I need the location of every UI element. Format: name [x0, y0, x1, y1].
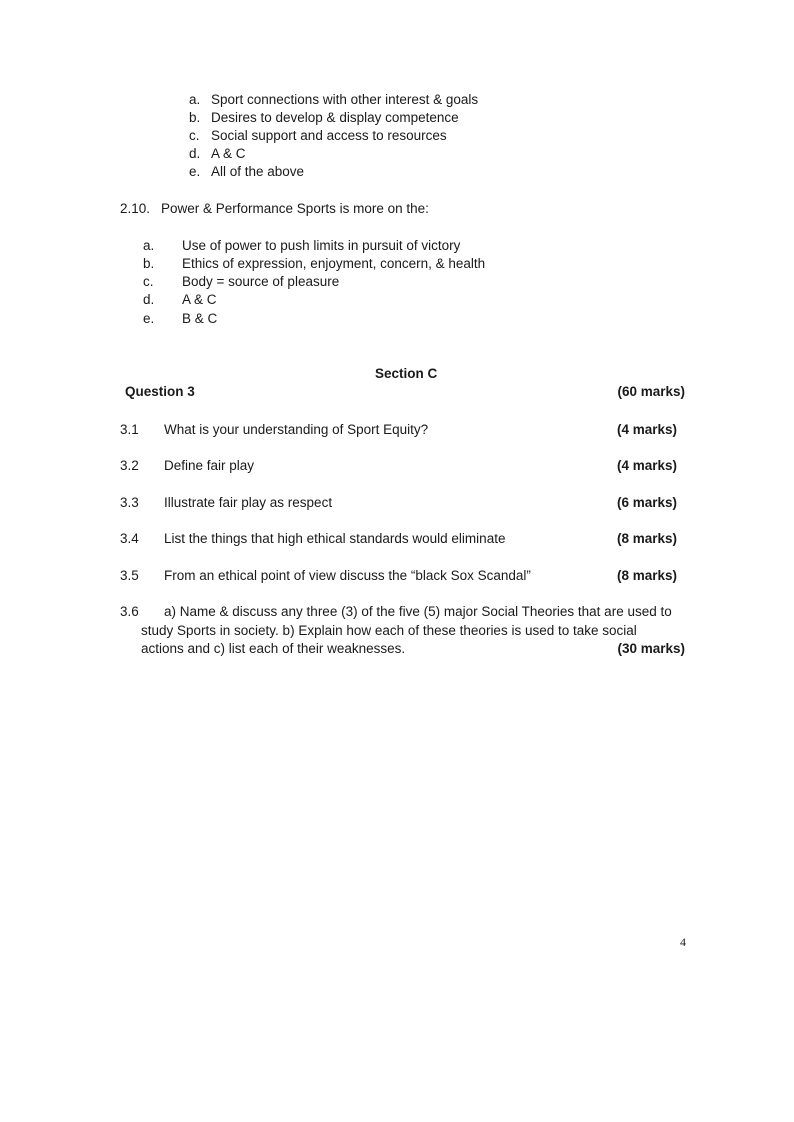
- option-letter: b.: [189, 110, 201, 125]
- item-marks: (8 marks): [616, 568, 677, 583]
- option-text: Use of power to push limits in pursuit of victory: [182, 238, 461, 253]
- item-text-line: actions and c) list each of their weaknesses.: [141, 641, 406, 656]
- item-marks: (30 marks): [617, 641, 685, 656]
- question-label: Question 3: [125, 384, 195, 399]
- item-text: Define fair play: [164, 458, 255, 473]
- option-letter: c.: [143, 274, 154, 289]
- item-text-line: study Sports in society. b) Explain how each of these theories is used to take social: [141, 623, 637, 638]
- option-text: Desires to develop & display competence: [211, 110, 459, 125]
- option-letter: d.: [189, 146, 201, 161]
- item-text: Illustrate fair play as respect: [164, 495, 333, 510]
- option-letter: e.: [143, 311, 155, 326]
- item-text: From an ethical point of view discuss the “black Sox Scandal”: [164, 568, 531, 583]
- page-number: 4: [680, 935, 686, 949]
- item-number: 3.6: [120, 604, 139, 619]
- option-text: A & C: [182, 292, 217, 307]
- option-text: Ethics of expression, enjoyment, concern, & health: [182, 256, 486, 271]
- item-number: 3.2: [120, 458, 139, 473]
- item-text: List the things that high ethical standards would eliminate: [164, 531, 506, 546]
- item-text: What is your understanding of Sport Equity?: [164, 422, 429, 437]
- question-text: Power & Performance Sports is more on the:: [161, 201, 429, 216]
- option-letter: d.: [143, 292, 155, 307]
- item-marks: (4 marks): [616, 422, 677, 437]
- option-text: Body = source of pleasure: [182, 274, 340, 289]
- question-marks: (60 marks): [617, 384, 685, 399]
- option-text: A & C: [211, 146, 246, 161]
- option-letter: a.: [143, 238, 155, 253]
- item-text-line: a) Name & discuss any three (3) of the five (5) major Social Theories that are used to: [164, 604, 672, 619]
- option-letter: c.: [189, 128, 200, 143]
- option-letter: b.: [143, 256, 155, 271]
- option-text: Sport connections with other interest & goals: [211, 92, 479, 107]
- option-text: All of the above: [211, 164, 305, 179]
- item-number: 3.4: [120, 531, 139, 546]
- item-marks: (6 marks): [616, 495, 677, 510]
- item-number: 3.1: [120, 422, 139, 437]
- item-number: 3.5: [120, 568, 139, 583]
- option-letter: a.: [189, 92, 201, 107]
- item-marks: (4 marks): [616, 458, 677, 473]
- item-marks: (8 marks): [616, 531, 677, 546]
- section-title: Section C: [375, 366, 438, 381]
- option-text: B & C: [182, 311, 218, 326]
- option-text: Social support and access to resources: [211, 128, 447, 143]
- question-number: 2.10.: [120, 201, 151, 216]
- option-letter: e.: [189, 164, 201, 179]
- item-number: 3.3: [120, 495, 139, 510]
